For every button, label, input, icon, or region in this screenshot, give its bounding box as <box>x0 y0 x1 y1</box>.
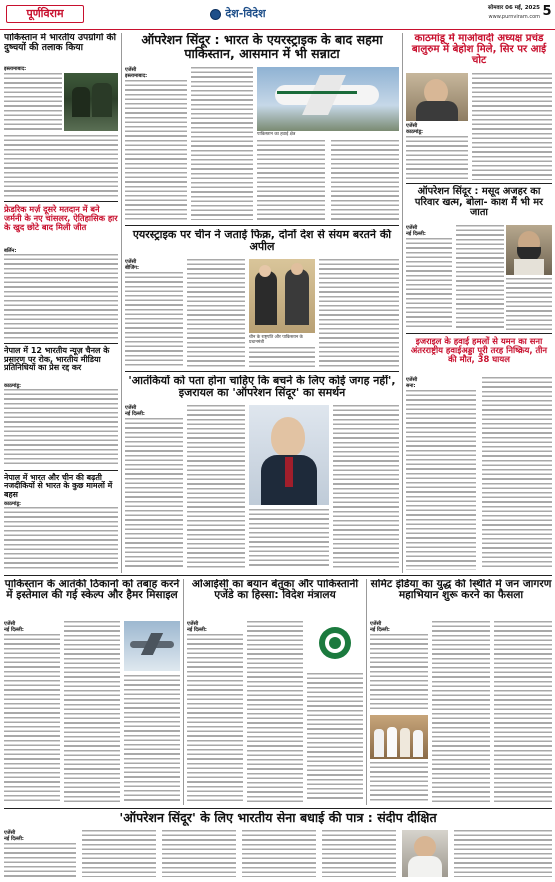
masood-azhar-photo <box>506 225 552 275</box>
article-text <box>331 140 399 220</box>
article-text <box>187 634 243 802</box>
article-headline: फ्रेडरिक मर्ज़ दूसरे मतदान में बने जर्मनी के नए चांसलर, ऐतिहासिक हार के खुद छोटे बाद मिली जीत <box>4 204 118 232</box>
article-text <box>242 830 316 877</box>
paper-name-box <box>6 5 84 23</box>
center-mid <box>125 229 399 369</box>
article-byline: एजेंसी <box>4 830 16 836</box>
article-byline: इस्लामाबाद: <box>4 66 27 72</box>
article-text <box>322 830 396 877</box>
article-text <box>432 621 490 802</box>
photo-caption: चीन के राष्ट्रपति और पाकिस्तान के प्रधानमंत्री <box>249 335 303 346</box>
article-text <box>4 634 60 802</box>
article-text <box>494 621 552 802</box>
sandeep-dikshit-photo <box>402 830 448 877</box>
center-top <box>125 33 399 223</box>
article-byline: एजेंसी <box>406 377 418 383</box>
photo-caption: पाकिस्तान का हवाई क्षेत्र <box>257 132 296 137</box>
article-text <box>370 762 428 802</box>
article-text <box>191 67 253 220</box>
pak-army-photo <box>64 73 118 131</box>
page-number: 5 <box>542 4 552 19</box>
article-text <box>125 272 183 367</box>
article-headline: समिट इंडिया का युद्ध की स्थिति में जन जागरण महाभियान शुरू करने का फैसला <box>370 579 552 602</box>
article-text <box>125 80 187 220</box>
article-headline: 'ऑपरेशन सिंदूर' के लिए भारतीय सेना बधाई की पात्र : संदीप दीक्षित <box>119 811 437 825</box>
samit-article <box>370 579 552 805</box>
article-text <box>247 621 303 802</box>
paper-name: पूर्णविराम <box>26 7 64 21</box>
article-text <box>307 673 363 802</box>
rafale-missile-photo <box>124 621 180 671</box>
israel-official-photo <box>249 405 329 505</box>
article-text <box>4 135 118 199</box>
article-text <box>482 377 552 570</box>
article-text <box>125 418 183 568</box>
article-byline: एजेंसी <box>125 405 137 411</box>
article-text <box>187 259 245 367</box>
article-headline: ओआईसी का बयान बेतुका और पाकिस्तानी एजेंडे का हिस्सा: विदेश मंत्रालय <box>191 579 359 602</box>
article-headline: पाकिस्तान में भारतीय उपग्रोगों की दुष्चयों की तलाक किया <box>4 33 116 53</box>
group-meeting-photo <box>370 715 428 759</box>
right-column <box>406 33 552 573</box>
center-israel <box>125 375 399 571</box>
leaders-photo <box>249 259 315 333</box>
date-box <box>458 5 540 23</box>
article-byline: बर्लिन: <box>4 248 17 254</box>
article-location: नई दिल्ली: <box>4 836 24 842</box>
article-text <box>162 830 236 877</box>
article-location: इस्लामाबाद: <box>125 73 148 79</box>
article-location: सना: <box>406 383 416 389</box>
article-text <box>64 621 120 802</box>
article-byline: काठमांडू: <box>4 383 21 389</box>
article-byline: एजेंसी <box>406 225 418 231</box>
article-location: नई दिल्ली: <box>187 627 207 633</box>
missile-article <box>4 579 180 805</box>
article-byline: एजेंसी <box>406 123 418 129</box>
left-column <box>4 33 118 573</box>
article-headline: पाकिस्तान के आतंकी ठिकानों को तबाह करने में इस्तेमाल की गई स्केल्प और हैमर मिसाइल <box>4 579 180 602</box>
oic-logo <box>307 623 363 669</box>
article-location: काठमांडू: <box>406 129 423 135</box>
article-text <box>249 509 329 568</box>
article-byline: एजेंसी <box>4 621 16 627</box>
article-text <box>249 347 315 367</box>
article-location: नई दिल्ली: <box>370 627 390 633</box>
article-text <box>4 73 62 133</box>
article-headline: 'आतंकियों को पता होना चाहिए कि बचने के लिए कोई जगह नहीं', इजरायल का 'ऑपरेशन सिंदूर' का समर्थन <box>128 375 396 399</box>
article-headline: काठमांडू में माओवादी अध्यक्ष प्रचंड बालुरुम में बेहोश मिले, सिर पर आई चोट <box>411 33 547 67</box>
article-headline: एयरस्ट्राइक पर चीन ने जताई फिक्र, दोनों देश से संयम बरतने की अपील <box>132 229 392 253</box>
bottom-article <box>4 811 552 879</box>
article-byline: एजेंसी <box>370 621 382 627</box>
article-text <box>4 843 76 877</box>
article-location: नई दिल्ली: <box>406 231 426 237</box>
article-byline: एजेंसी <box>187 621 199 627</box>
article-text <box>333 405 399 568</box>
date-line: सोमवार 06 मई, 2025 <box>488 5 540 11</box>
article-text <box>319 259 399 367</box>
article-location: बीजिंग: <box>125 265 139 271</box>
masthead <box>0 0 555 30</box>
article-headline: ऑपरेशन सिंदूर : भारत के एयरस्ट्राइक के बाद सहमा पाकिस्तान, आसमान में भी सन्नाटा <box>141 33 383 61</box>
article-text <box>506 278 552 330</box>
article-location: नई दिल्ली: <box>4 627 24 633</box>
article-headline: इजराइल के हवाई हमलों से यमन का सना अंतरराष्ट्रीय हवाईअड्डा पूरी तरह निष्क्रिय, तीन की मौत, 38 घायल <box>410 336 548 365</box>
section-title: देश-विदेश <box>225 7 266 21</box>
article-headline: नेपाल में 12 भारतीय न्यूज़ चैनल के प्रसारण पर रोक, भारतीय मीडिया प्रतिनिधियों का प्रेस रद्द कर <box>4 346 110 373</box>
aircraft-photo <box>257 67 399 131</box>
globe-icon <box>210 9 221 20</box>
article-headline: ऑपरेशन सिंदूर : मसूद अजहर का परिवार खत्म, बोला- काश मैं भी मर जाता <box>414 186 544 219</box>
article-text <box>406 136 468 180</box>
article-text <box>124 675 180 802</box>
prachanda-photo <box>406 73 468 121</box>
article-byline: एजेंसी <box>125 259 137 265</box>
article-text <box>4 389 118 467</box>
article-text <box>472 73 552 180</box>
oic-article <box>187 579 363 805</box>
article-text <box>82 830 156 877</box>
article-text <box>406 390 476 570</box>
article-location: नई दिल्ली: <box>125 411 145 417</box>
article-text <box>257 140 325 220</box>
article-headline: नेपाल में भारत और चीन की बढ़ती नजदीकियों से भारत के कुछ मामलों में बहस <box>4 473 113 499</box>
article-byline: एजेंसी <box>125 67 137 73</box>
article-text <box>370 634 428 712</box>
article-text <box>187 405 245 568</box>
website: www.purnviram.com <box>488 13 540 20</box>
section-banner <box>192 4 284 24</box>
article-text <box>456 225 504 330</box>
article-byline: काठमांडू: <box>4 501 21 507</box>
article-text <box>454 830 552 877</box>
article-text <box>4 254 118 340</box>
article-text <box>406 238 452 330</box>
article-text <box>4 507 118 571</box>
